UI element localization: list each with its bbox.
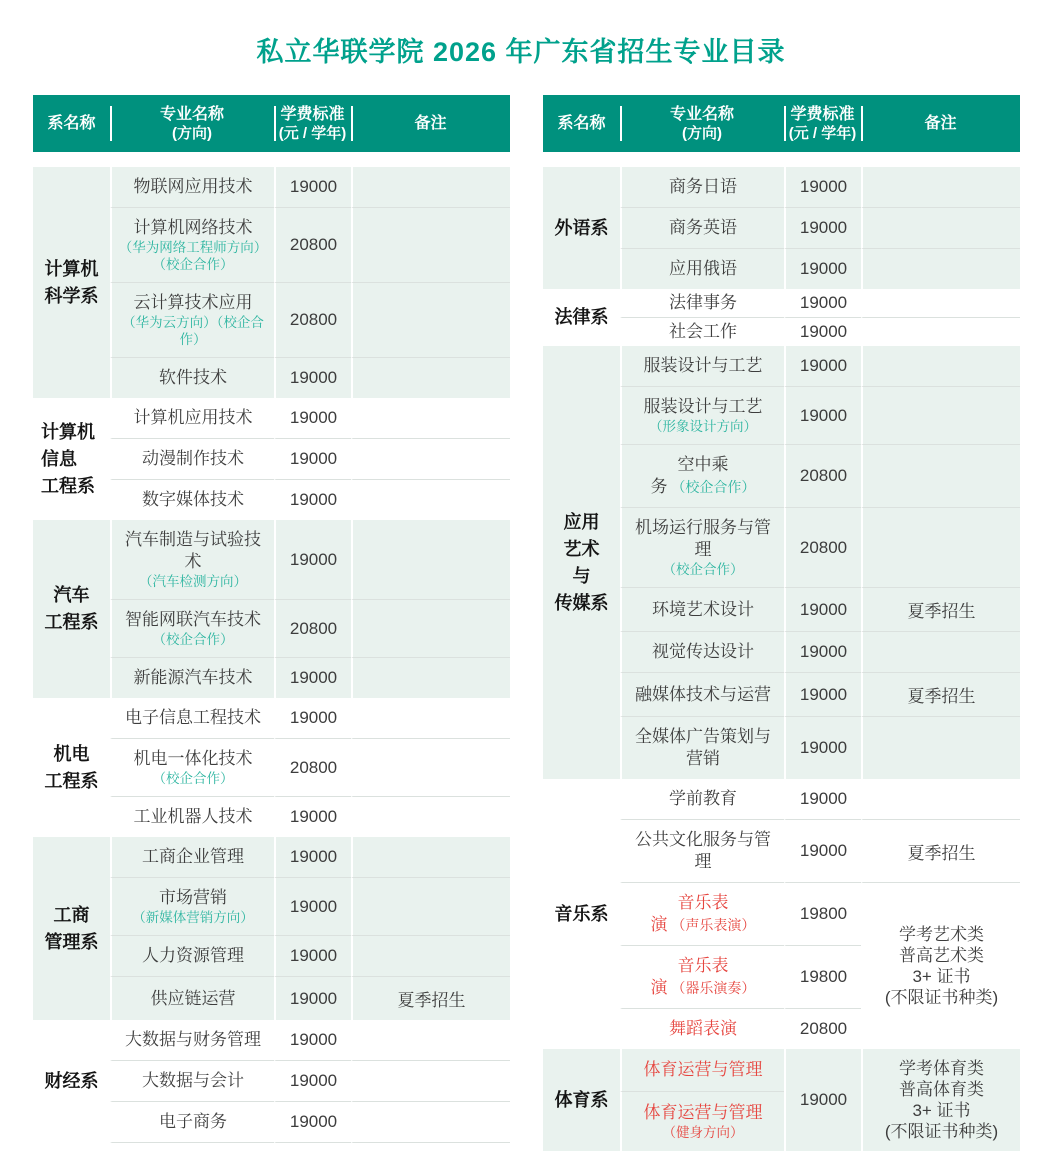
major-cell: [110, 1020, 274, 1061]
major-cell: [620, 588, 784, 632]
fee-cell: 20800: [274, 600, 351, 658]
table-header: [33, 95, 510, 152]
major-cell: [110, 837, 274, 878]
remark-cell: [351, 1102, 510, 1143]
left-table-mount: [33, 95, 510, 1143]
major-direction-line: （汽车检测方向）: [139, 574, 247, 589]
remark-cell: [861, 445, 1020, 508]
department-cell: [33, 520, 110, 698]
remark-cell: [351, 837, 510, 878]
fee-cell: 19000: [274, 398, 351, 439]
table-row: [543, 152, 1020, 208]
major-cell: [620, 387, 784, 445]
major-name: 商务日语: [669, 177, 737, 196]
department-section: [33, 520, 510, 698]
department-name-line: 科学系: [44, 285, 99, 306]
remark-cell: [861, 249, 1020, 289]
department-name-line: 体育系: [554, 1089, 609, 1110]
remark-cell: [861, 208, 1020, 249]
department-section: [33, 837, 510, 1020]
remark-cell: [861, 779, 1020, 820]
department-cell: [33, 398, 110, 520]
major-name: 社会工作: [669, 322, 737, 341]
major-direction-line: （校企合作）: [152, 632, 234, 647]
major-name: 电子信息工程技术: [125, 708, 261, 727]
major-name: 新能源汽车技术: [133, 668, 253, 687]
major-name: 人力资源管理: [142, 946, 244, 965]
fee-cell: 19000: [784, 318, 861, 346]
major-name: 机场运行服务与管理: [635, 518, 771, 559]
major-name: 大数据与财务管理: [125, 1030, 261, 1049]
column-header-department: 系名称: [33, 95, 110, 152]
fee-cell: 19000: [274, 658, 351, 698]
major-name: 电子商务: [159, 1112, 227, 1131]
major-cell: [620, 883, 784, 946]
remark-cell: [351, 152, 510, 208]
major-cell: [110, 878, 274, 936]
major-name: 舞蹈表演: [669, 1019, 737, 1038]
major-cell: [620, 318, 784, 346]
department-section: [543, 152, 1020, 289]
tables-container: [0, 95, 1042, 1151]
column-header-fee: 学费标准 (元 / 学年): [784, 95, 861, 152]
fee-cell: 19000: [784, 588, 861, 632]
major-cell: [620, 1009, 784, 1049]
major-direction-line: （新媒体营销方向）: [132, 910, 254, 925]
major-cell: [620, 346, 784, 387]
department-name-line: 法律系: [554, 307, 609, 327]
remark-cell: [351, 1061, 510, 1102]
remark-cell: [351, 358, 510, 398]
remark-cell: [351, 1020, 510, 1061]
fee-cell: 19000: [784, 346, 861, 387]
table-header: [543, 95, 1020, 152]
major-cell: [110, 698, 274, 739]
major-cell: [620, 673, 784, 717]
major-name: 数字媒体技术: [142, 490, 244, 509]
major-cell: [110, 797, 274, 837]
department-cell: [33, 837, 110, 1020]
remark-cell: 夏季招生: [861, 820, 1020, 883]
table-row: [543, 1049, 1020, 1092]
fee-cell: 19000: [784, 387, 861, 445]
major-cell: [620, 249, 784, 289]
major-cell: [620, 1092, 784, 1151]
major-name: 智能网联汽车技术: [125, 610, 261, 629]
major-direction-line: （健身方向）: [662, 1124, 744, 1140]
major-cell: [620, 1049, 784, 1092]
remark-text-line: 3+ 证书: [912, 1101, 971, 1120]
department-section: [543, 779, 1020, 1049]
major-direction-inline: （校企合作）: [667, 479, 756, 495]
major-name: 工商企业管理: [142, 847, 244, 866]
fee-cell: 19000: [274, 520, 351, 600]
table-row: [543, 289, 1020, 318]
major-cell: [110, 480, 274, 520]
major-cell: [620, 820, 784, 883]
major-cell: [110, 152, 274, 208]
department-name-line: 管理系: [44, 931, 99, 952]
remark-cell: [351, 398, 510, 439]
fee-cell: 19000: [274, 439, 351, 480]
department-section: [33, 152, 510, 398]
major-name: 计算机应用技术: [133, 408, 253, 427]
department-name-line: 信息: [41, 448, 77, 469]
fee-cell: 19000: [274, 936, 351, 977]
remark-cell: 夏季招生: [861, 588, 1020, 632]
major-name: 商务英语: [669, 218, 737, 237]
fee-cell: 19000: [274, 1061, 351, 1102]
major-direction-line: （校企合作）: [662, 562, 744, 577]
major-cell: [110, 398, 274, 439]
remark-text-line: (不限证书种类): [884, 988, 999, 1007]
major-cell: [620, 289, 784, 318]
table-row: [33, 520, 510, 600]
remark-cell: [351, 439, 510, 480]
department-cell: [543, 152, 620, 289]
major-name: 环境艺术设计: [652, 599, 754, 619]
remark-cell: [351, 208, 510, 283]
right-catalog-table: [543, 95, 1020, 1151]
department-section: [33, 698, 510, 837]
column-header-remark: 备注: [351, 95, 510, 152]
major-name: 空中乘务 （校企合作）: [650, 455, 756, 496]
remark-cell: [351, 739, 510, 797]
major-cell: [620, 152, 784, 208]
table-row: [33, 152, 510, 208]
remark-cell: 夏季招生: [351, 977, 510, 1020]
table-row: [543, 346, 1020, 387]
major-cell: [620, 508, 784, 588]
remark-text-line: 3+ 证书: [912, 967, 971, 986]
fee-cell: 19000: [274, 480, 351, 520]
major-cell: [110, 600, 274, 658]
remark-cell: [351, 878, 510, 936]
major-name: 机电一体化技术: [133, 749, 253, 768]
remark-text-line: (不限证书种类): [884, 1122, 999, 1141]
major-name: 云计算技术应用: [133, 293, 253, 312]
department-name-line: 财经系: [44, 1071, 99, 1091]
department-name-line: 工程系: [44, 770, 99, 791]
major-cell: [620, 632, 784, 673]
department-name-line: 汽车: [53, 585, 90, 605]
fee-cell: 19000: [274, 977, 351, 1020]
remark-cell: [351, 797, 510, 837]
major-cell: [110, 936, 274, 977]
fee-cell: 20800: [784, 1009, 861, 1049]
fee-cell: 19000: [784, 249, 861, 289]
major-name: 全媒体广告策划与营销: [635, 727, 771, 768]
department-name-line: 音乐系: [554, 903, 609, 924]
header-row: [543, 95, 1020, 152]
department-name-line: 计算机: [41, 421, 95, 442]
major-cell: [620, 445, 784, 508]
major-direction-inline: （器乐演奏）: [667, 980, 756, 996]
remark-cell: [351, 520, 510, 600]
remark-cell: [351, 480, 510, 520]
major-direction-line: （华为网络工程师方向）: [118, 240, 268, 255]
left-catalog-table: [33, 95, 510, 1143]
major-direction-line: （校企合作）: [152, 257, 234, 272]
remark-cell: [861, 318, 1020, 346]
remark-cell: [861, 717, 1020, 779]
remark-cell: 夏季招生: [861, 673, 1020, 717]
major-name: 音乐表演 （声乐表演）: [650, 893, 756, 934]
column-header-major: 专业名称 (方向): [110, 95, 274, 152]
table-row: [33, 1020, 510, 1061]
remark-text-line: 普高艺术类: [899, 946, 984, 965]
major-cell: [110, 739, 274, 797]
major-name: 软件技术: [159, 368, 227, 387]
department-cell: [543, 346, 620, 779]
fee-cell: 20800: [784, 445, 861, 508]
table-row: [33, 398, 510, 439]
major-name: 应用俄语: [669, 259, 737, 278]
fee-cell: 19800: [784, 946, 861, 1009]
department-cell: [543, 289, 620, 346]
department-section: [33, 1020, 510, 1143]
fee-cell: 19000: [784, 717, 861, 779]
fee-cell: 19000: [274, 878, 351, 936]
remark-cell: [351, 936, 510, 977]
major-name: 学前教育: [669, 789, 737, 808]
department-name-line: 工商: [53, 904, 90, 925]
major-direction-line: （华为云方向）（校企合作）: [122, 315, 264, 347]
major-name: 音乐表演 （器乐演奏）: [650, 956, 756, 997]
remark-cell: [861, 883, 1020, 1049]
major-name: 服装设计与工艺: [643, 397, 763, 416]
remark-cell: [351, 600, 510, 658]
major-name: 融媒体技术与运营: [635, 684, 771, 704]
department-section: [33, 398, 510, 520]
department-name-line: 计算机: [44, 258, 99, 279]
fee-cell: 19000: [274, 797, 351, 837]
major-cell: [110, 1061, 274, 1102]
fee-cell: 20800: [274, 208, 351, 283]
fee-cell: 20800: [274, 283, 351, 358]
remark-cell: [861, 1049, 1020, 1151]
remark-cell: [351, 658, 510, 698]
remark-cell: [351, 698, 510, 739]
major-name: 大数据与会计: [142, 1071, 244, 1090]
table-row: [33, 698, 510, 739]
major-cell: [110, 358, 274, 398]
remark-text-line: 学考艺术类: [899, 925, 984, 944]
fee-cell: 19000: [784, 1049, 861, 1151]
remark-cell: [861, 152, 1020, 208]
major-name: 汽车制造与试验技术: [125, 530, 261, 571]
fee-cell: 19000: [784, 820, 861, 883]
fee-cell: 19000: [784, 632, 861, 673]
major-direction-line: （形象设计方向）: [649, 419, 757, 434]
major-name: 体育运营与管理: [643, 1059, 763, 1079]
fee-cell: 19000: [274, 698, 351, 739]
department-name-line: 机电: [53, 743, 90, 764]
department-section: [543, 346, 1020, 779]
major-name: 体育运营与管理: [643, 1102, 763, 1122]
remark-cell: [861, 632, 1020, 673]
column-header-department: 系名称: [543, 95, 620, 152]
major-name: 法律事务: [669, 293, 737, 312]
major-name: 计算机网络技术: [133, 218, 253, 237]
remark-cell: [861, 289, 1020, 318]
major-cell: [620, 717, 784, 779]
major-name: 公共文化服务与管理: [635, 830, 771, 871]
department-name-line: 与: [572, 565, 591, 586]
major-name: 动漫制作技术: [142, 449, 244, 468]
fee-cell: 19000: [784, 152, 861, 208]
remark-text-line: 普高体育类: [899, 1080, 984, 1099]
department-name-line: 外语系: [554, 217, 609, 238]
major-cell: [110, 658, 274, 698]
fee-cell: 19000: [274, 837, 351, 878]
major-cell: [620, 946, 784, 1009]
department-cell: [33, 698, 110, 837]
fee-cell: 20800: [274, 739, 351, 797]
remark-text-line: 学考体育类: [899, 1059, 984, 1078]
department-cell: [543, 1049, 620, 1151]
major-cell: [110, 1102, 274, 1143]
department-section: [543, 289, 1020, 346]
major-name: 工业机器人技术: [133, 807, 253, 826]
fee-cell: 19000: [784, 289, 861, 318]
right-table-mount: [543, 95, 1020, 1151]
remark-cell: [861, 508, 1020, 588]
table-row: [33, 837, 510, 878]
department-cell: [33, 152, 110, 398]
page-title: 私立华联学院 2026 年广东省招生专业目录: [256, 37, 786, 67]
column-header-fee: 学费标准 (元 / 学年): [274, 95, 351, 152]
major-direction-inline: （声乐表演）: [667, 917, 756, 933]
fee-cell: 19000: [784, 673, 861, 717]
major-cell: [620, 779, 784, 820]
fee-cell: 19000: [274, 1020, 351, 1061]
major-cell: [110, 977, 274, 1020]
fee-cell: 19000: [274, 358, 351, 398]
department-cell: [543, 779, 620, 1049]
fee-cell: 19000: [274, 1102, 351, 1143]
remark-cell: [351, 283, 510, 358]
fee-cell: 19800: [784, 883, 861, 946]
remark-cell: [861, 346, 1020, 387]
major-direction-line: （校企合作）: [152, 771, 234, 786]
department-cell: [33, 1020, 110, 1143]
department-name-line: 传媒系: [554, 592, 609, 613]
column-header-remark: 备注: [861, 95, 1020, 152]
department-name-line: 工程系: [41, 475, 95, 496]
remark-cell: [861, 387, 1020, 445]
fee-cell: 19000: [784, 208, 861, 249]
major-name: 服装设计与工艺: [643, 356, 763, 375]
fee-cell: 19000: [784, 779, 861, 820]
fee-cell: 20800: [784, 508, 861, 588]
major-cell: [110, 208, 274, 283]
major-name: 物联网应用技术: [133, 177, 253, 196]
major-name: 视觉传达设计: [652, 642, 754, 661]
department-name-line: 应用: [563, 511, 600, 532]
header-row: [33, 95, 510, 152]
major-cell: [110, 283, 274, 358]
fee-cell: 19000: [274, 152, 351, 208]
department-name-line: 艺术: [563, 538, 600, 559]
department-section: [543, 1049, 1020, 1151]
major-cell: [110, 520, 274, 600]
major-cell: [110, 439, 274, 480]
table-row: [543, 779, 1020, 820]
column-header-major: 专业名称 (方向): [620, 95, 784, 152]
major-name: 市场营销: [159, 888, 227, 907]
department-name-line: 工程系: [44, 612, 99, 632]
major-cell: [620, 208, 784, 249]
major-name: 供应链运营: [150, 988, 236, 1008]
